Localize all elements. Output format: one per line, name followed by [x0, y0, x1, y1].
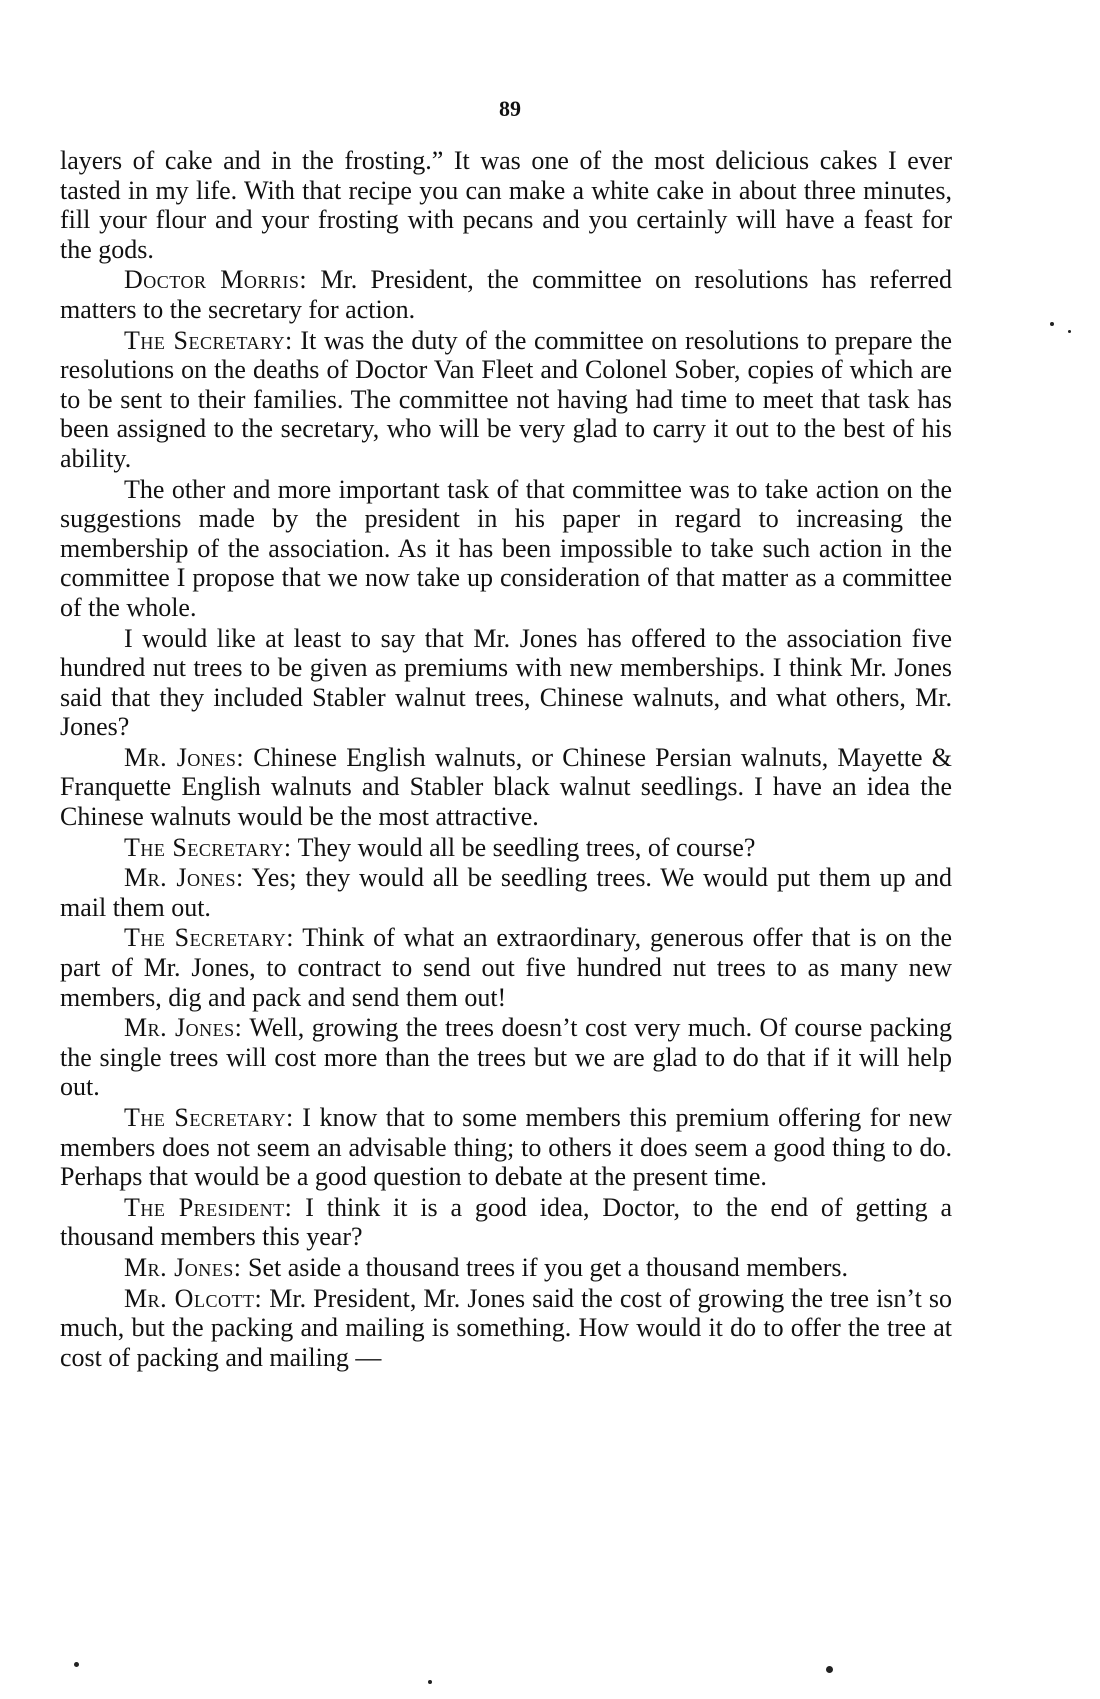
speaker-name: Mr. Olcott:	[124, 1283, 263, 1313]
paragraph-14	[60, 1284, 952, 1373]
paragraph-6	[60, 743, 952, 832]
speaker-name: The Secretary:	[124, 325, 293, 355]
paragraph-5	[60, 624, 952, 742]
speaker-name: Mr. Jones:	[124, 742, 245, 772]
scan-speck	[826, 1666, 833, 1673]
speaker-name: The President:	[124, 1192, 293, 1222]
paragraph-11	[60, 1103, 952, 1192]
paragraph-text: Chinese English walnuts, or Chinese Persian walnuts, Mayette & Franquette English walnuts and Stabler black walnut seedlings. I have an idea the Chinese walnuts would be the most attractive.	[60, 742, 952, 832]
page-body-text	[60, 146, 952, 1373]
paragraph-text: Think of what an extraordinary, generous offer that is on the part of Mr. Jones, to contract to send out five hundred nut trees to as many new members, dig and pack and send them out!	[60, 923, 952, 1012]
paragraph-1	[60, 146, 952, 264]
paragraph-2	[60, 265, 952, 324]
speaker-name: Mr. Jones:	[124, 1252, 242, 1282]
speaker-name: Mr. Jones:	[124, 1013, 243, 1043]
paragraph-text: I think it is a good idea, Doctor, to the end of getting a thousand members this year?	[60, 1192, 952, 1252]
paragraph-text: I know that to some members this premium offering for new members does not seem an advisable thing; to others it does seem a good thing to do. Perhaps that would be a good question to debate at the present time.	[60, 1103, 952, 1192]
paragraph-9	[60, 923, 952, 1012]
speaker-name: The Secretary:	[124, 923, 294, 953]
paragraph-text: Mr. President, the committee on resolutions has referred matters to the secretary for action.	[60, 265, 952, 324]
paragraph-13	[60, 1253, 952, 1283]
paragraph-text: It was the duty of the committee on resolutions to prepare the resolutions on the deaths of Doctor Van Fleet and Colonel Sober, copies of which are to be sent to their families. The committee not having had time to meet that task has been assigned to the secretary, who will be very glad to carry it out to the best of his ability.	[60, 325, 952, 473]
paragraph-text: They would all be seedling trees, of course?	[291, 832, 756, 862]
paragraph-text: I would like at least to say that Mr. Jones has offered to the association five hundred nut trees to be given as premiums with new memberships. I think Mr. Jones said that they included Stabler walnut trees, Chinese walnuts, and what others, Mr. Jones?	[60, 623, 952, 742]
paragraph-3	[60, 326, 952, 474]
scan-speck	[428, 1680, 432, 1684]
paragraph-text: The other and more important task of that committee was to take action on the suggestions made by the president in his paper in regard to increasing the membership of the association. As it has been impossible to take such action in the committee I propose that we now take up consideration of that matter as a committee of the whole.	[60, 474, 952, 622]
speaker-name: Doctor Morris:	[124, 265, 308, 295]
paragraph-text: Mr. President, Mr. Jones said the cost of growing the tree isn’t so much, but the packing and mailing is something. How would it do to offer the tree at cost of packing and mailing —	[60, 1283, 952, 1372]
paragraph-12	[60, 1193, 952, 1252]
speaker-name: The Secretary:	[124, 1103, 294, 1132]
scan-speck	[74, 1662, 79, 1667]
page-number: 89	[499, 96, 521, 121]
speaker-name: The Secretary:	[124, 832, 292, 862]
paragraph-text: Set aside a thousand trees if you get a thousand members.	[241, 1252, 849, 1282]
paragraph-text: layers of cake and in the frosting.” It was one of the most delicious cakes I ever tasted in my life. With that recipe you can make a white cake in about three minutes, fill your flour and your frosting with pecans and you certainly will have a feast for the gods.	[60, 146, 952, 264]
scan-speck	[1050, 322, 1054, 326]
paragraph-10	[60, 1013, 952, 1102]
paragraph-text: Well, growing the trees doesn’t cost very much. Of course packing the single trees will cost more than the trees but we are glad to do that if it will help out.	[60, 1013, 952, 1102]
paragraph-8	[60, 863, 952, 922]
speaker-name: Mr. Jones:	[124, 863, 244, 893]
scan-speck	[1068, 330, 1071, 333]
paragraph-text: Yes; they would all be seedling trees. We would put them up and mail them out.	[60, 863, 952, 922]
paragraph-7	[60, 833, 952, 863]
paragraph-4	[60, 475, 952, 623]
